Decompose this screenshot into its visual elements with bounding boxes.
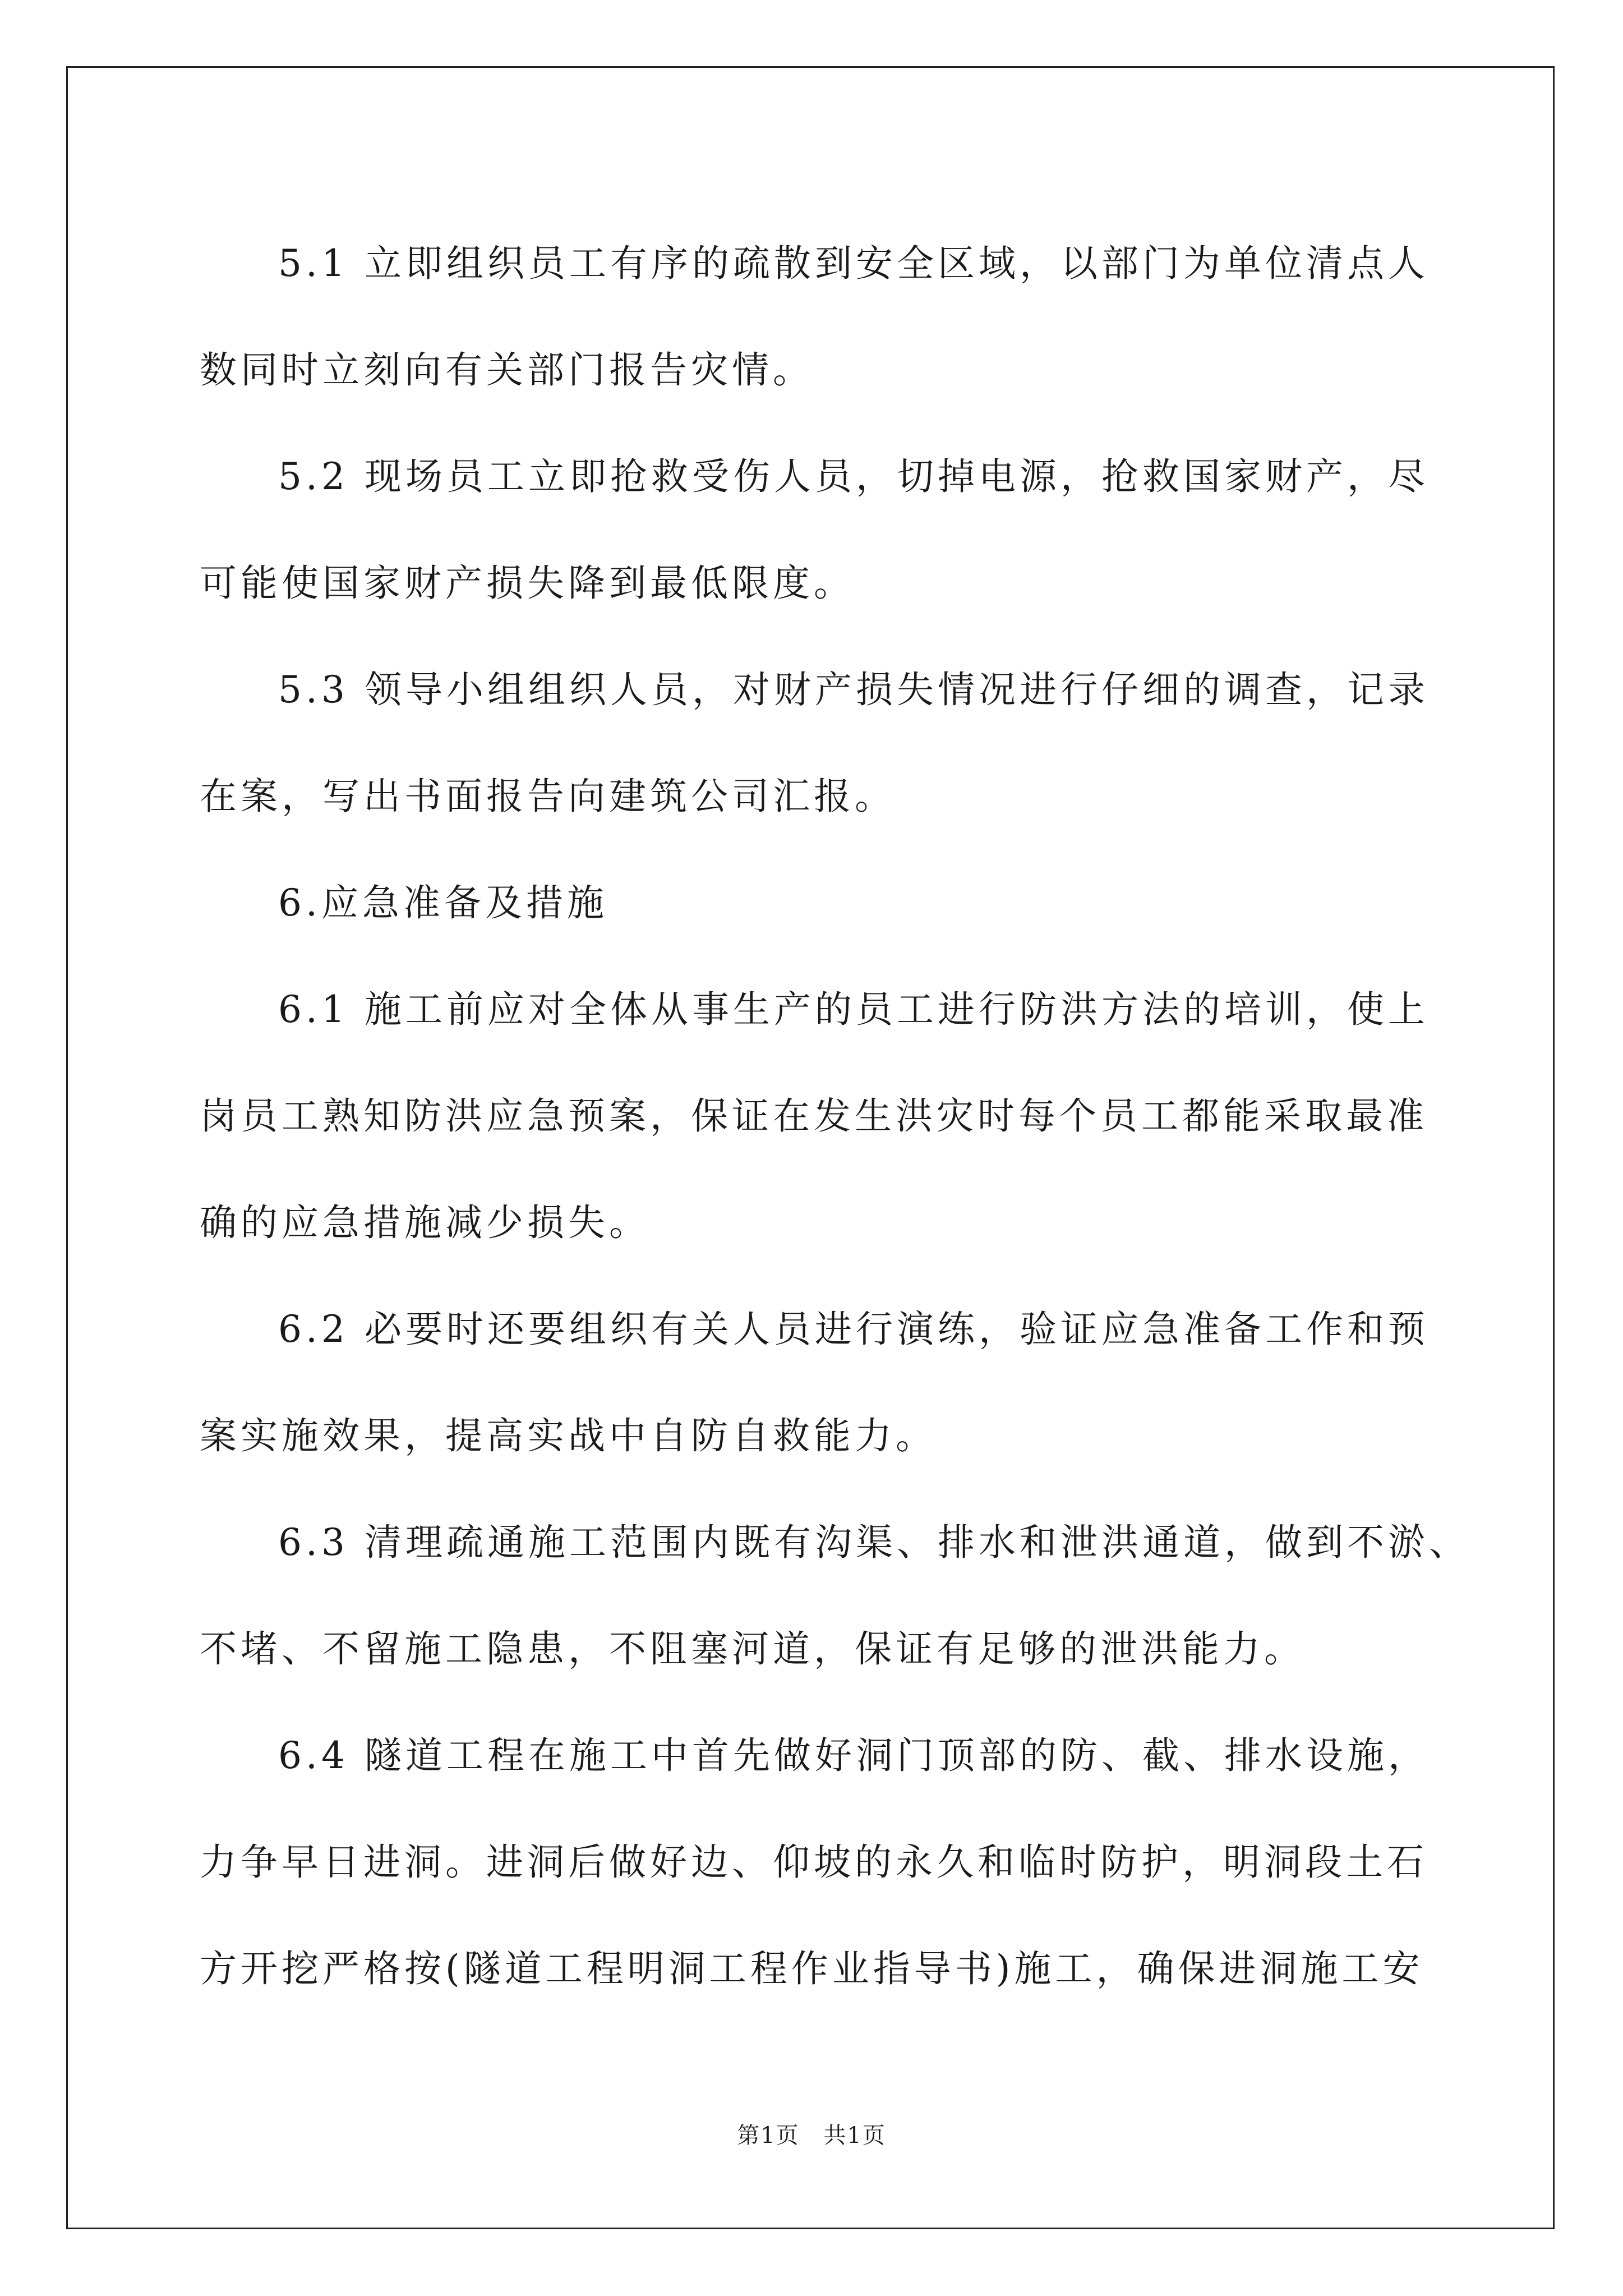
text-line: 6.2 必要时还要组织有关人员进行演练，验证应急准备工作和预 <box>278 1308 1429 1351</box>
text-line: 5.2 现场员工立即抢救受伤人员，切掉电源，抢救国家财产，尽 <box>278 455 1429 498</box>
text-line: 岗员工熟知防洪应急预案，保证在发生洪灾时每个员工都能采取最准 <box>200 1094 1428 1138</box>
document-body <box>200 210 1470 2022</box>
paragraph-6-1 <box>200 956 1450 1276</box>
text-line: 可能使国家财产损失降到最低限度。 <box>200 562 855 605</box>
text-line: 案实施效果，提高实战中自防自救能力。 <box>200 1414 937 1457</box>
text-line: 方开挖严格按(隧道工程明洞工程作业指导书)施工，确保进洞施工安 <box>200 1947 1424 1990</box>
text-line: 6.3 清理疏通施工范围内既有沟渠、排水和泄洪通道，做到不淤、 <box>278 1521 1470 1564</box>
text-line: 5.1 立即组织员工有序的疏散到安全区域，以部门为单位清点人 <box>278 242 1429 285</box>
text-line: 6.4 隧道工程在施工中首先做好洞门顶部的防、截、排水设施， <box>278 1734 1429 1777</box>
text-line: 不堵、不留施工隐患，不阻塞河道，保证有足够的泄洪能力。 <box>200 1627 1305 1671</box>
text-line: 数同时立刻向有关部门报告灾情。 <box>200 348 814 392</box>
paragraph-6-3 <box>200 1489 1470 1703</box>
paragraph-5-2 <box>200 424 1450 637</box>
text-line: 6.1 施工前应对全体从事生产的员工进行防洪方法的培训，使上 <box>278 988 1429 1031</box>
page-number: 第1页 <box>737 2123 800 2148</box>
paragraph-5-1 <box>200 210 1450 424</box>
text-line: 在案，写出书面报告向建筑公司汇报。 <box>200 775 896 818</box>
page-footer <box>0 2118 1623 2150</box>
paragraph-6-2 <box>200 1276 1450 1489</box>
paragraph-5-3 <box>200 637 1450 850</box>
text-line: 确的应急措施减少损失。 <box>200 1201 650 1244</box>
text-line: 5.3 领导小组组织人员，对财产损失情况进行仔细的调查，记录 <box>278 668 1429 711</box>
section-heading-6 <box>200 850 1450 956</box>
paragraph-6-4 <box>200 1703 1450 2022</box>
total-pages: 共1页 <box>823 2123 886 2148</box>
text-line: 力争早日进洞。进洞后做好边、仰坡的永久和临时防护，明洞段土石 <box>200 1841 1428 1884</box>
text-line: 6.应急准备及措施 <box>278 881 608 924</box>
